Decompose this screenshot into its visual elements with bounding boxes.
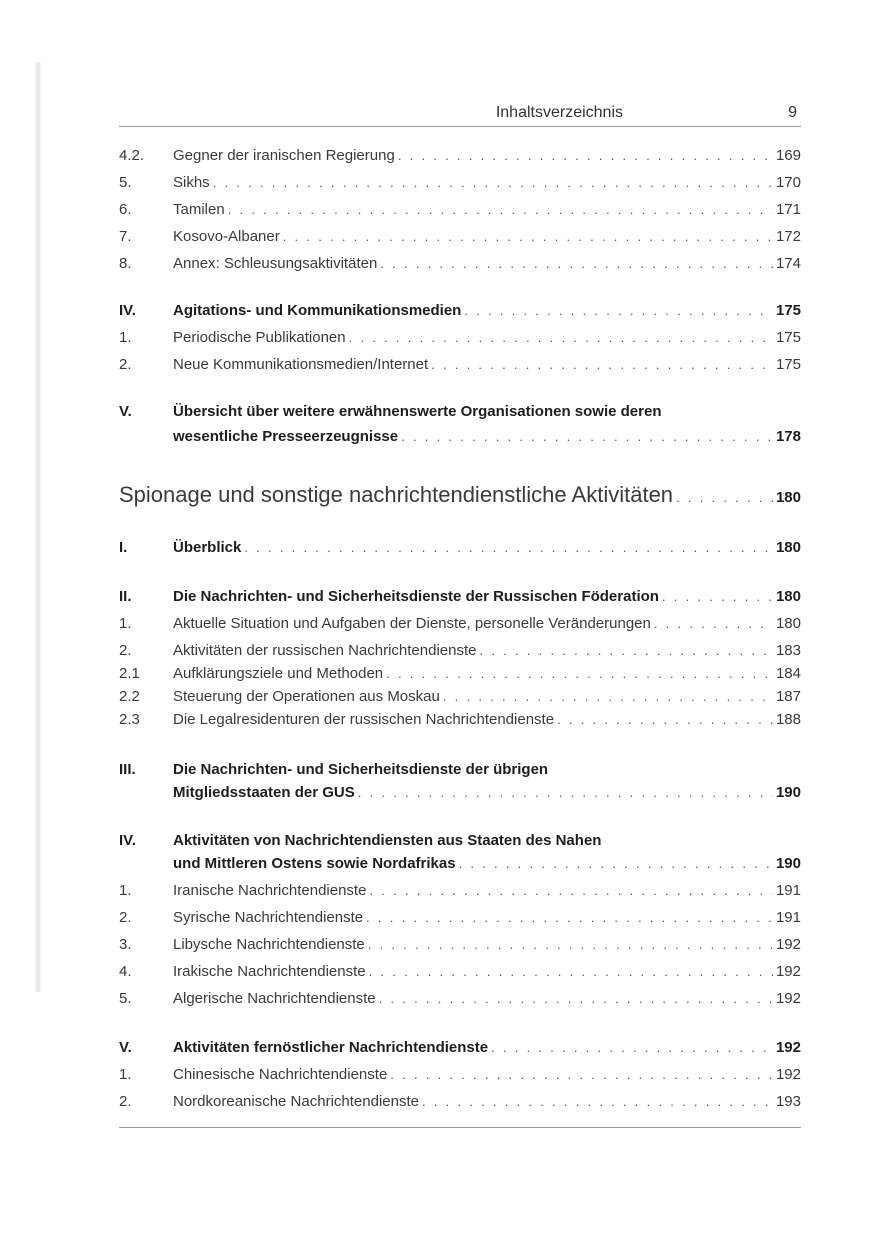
toc-entry (119, 145, 801, 167)
leader-dots (228, 199, 773, 221)
running-header-title: Inhaltsverzeichnis (495, 104, 623, 121)
toc-entry-number: 1. (119, 1066, 132, 1083)
toc-entry (119, 1091, 801, 1113)
toc-entry-page: 170 (775, 174, 801, 191)
toc-entry-title: Die Legalresidenturen der russischen Nachrichtendienste (173, 711, 555, 728)
toc-entry-page: 175 (775, 356, 801, 373)
toc-entry-title: Libysche Nachrichtendienste (173, 936, 365, 953)
toc-entry (119, 226, 801, 248)
leader-dots (491, 1037, 773, 1059)
toc-entry-title: Mitgliedsstaaten der GUS (173, 784, 355, 801)
toc-entry-number: 7. (119, 228, 132, 245)
toc-entry-title-line1: Die Nachrichten- und Sicherheitsdienste der übrigen (173, 761, 549, 778)
toc-entry-title: Aktuelle Situation und Aufgaben der Dienste, personelle Veränderungen (173, 615, 651, 632)
toc-entry-number: 6. (119, 201, 132, 218)
toc-entry-number: 2. (119, 356, 132, 373)
toc-entry-page: 172 (775, 228, 801, 245)
leader-dots (349, 327, 773, 349)
leader-dots (283, 226, 773, 248)
toc-entry-title: Aktivitäten der russischen Nachrichtendienste (173, 642, 477, 659)
toc-entry-number: III. (119, 761, 136, 778)
leader-dots (368, 934, 773, 956)
toc-entry-page: 192 (775, 990, 801, 1007)
toc-entry-page: 180 (775, 588, 801, 605)
toc-entry (119, 327, 801, 349)
toc-entry-number: 4.2. (119, 147, 145, 164)
toc-entry-page: 169 (775, 147, 801, 164)
toc-section-heading (119, 586, 801, 608)
toc-entry-number: V. (119, 1039, 132, 1056)
toc-section-heading (119, 853, 801, 875)
toc-entry-number: 8. (119, 255, 132, 272)
toc-entry-page: 175 (775, 329, 801, 346)
toc-entry (119, 961, 801, 983)
toc-entry-number: V. (119, 403, 132, 420)
toc-entry-title: Neue Kommunikationsmedien/Internet (173, 356, 429, 373)
toc-entry-page: 191 (775, 882, 801, 899)
toc-entry (119, 686, 801, 708)
toc-entry-page: 191 (775, 909, 801, 926)
toc-entry-number: 1. (119, 882, 132, 899)
leader-dots (358, 782, 773, 804)
toc-entry (119, 172, 801, 194)
footer-rule (119, 1127, 801, 1128)
toc-entry-page: 192 (775, 1039, 801, 1056)
chapter-title: Spionage und sonstige nachrichtendienstliche Aktivitäten (119, 482, 674, 507)
leader-dots (366, 907, 773, 929)
toc-section-heading (119, 300, 801, 322)
leader-dots (390, 1064, 773, 1086)
toc-section-heading-line1 (119, 759, 801, 781)
leader-dots (676, 490, 773, 505)
toc-entry (119, 709, 801, 731)
toc-entry-number: 2.3 (119, 711, 140, 728)
toc-entry-title: Gegner der iranischen Regierung (173, 147, 395, 164)
toc-entry-title: Sikhs (173, 174, 210, 191)
toc-entry (119, 663, 801, 685)
toc-entry-number: 2.2 (119, 688, 140, 705)
leader-dots (386, 663, 773, 685)
toc-entry-page: 192 (775, 963, 801, 980)
toc-chapter-heading (119, 482, 801, 512)
toc-entry-title-line1: Aktivitäten von Nachrichtendiensten aus Staaten des Nahen (173, 832, 602, 849)
toc-entry-number: 1. (119, 615, 132, 632)
toc-entry-page: 190 (775, 784, 801, 801)
toc-entry-title: wesentliche Presseerzeugnisse (173, 428, 399, 445)
leader-dots (401, 426, 773, 448)
leader-dots (443, 686, 773, 708)
toc-section-heading (119, 1037, 801, 1059)
toc-entry-number: 2. (119, 909, 132, 926)
toc-entry-page: 187 (775, 688, 801, 705)
toc-entry-number: I. (119, 539, 128, 556)
toc-section-heading (119, 782, 801, 804)
toc-entry-title: Steuerung der Operationen aus Moskau (173, 688, 440, 705)
leader-dots (662, 586, 773, 608)
toc-section-heading-line1 (119, 401, 801, 423)
toc-entry-title: Aktivitäten fernöstlicher Nachrichtendienste (173, 1039, 489, 1056)
toc-entry-number: II. (119, 588, 132, 605)
toc-entry (119, 199, 801, 221)
toc-entry-page: 175 (775, 302, 801, 319)
toc-entry (119, 354, 801, 376)
toc-entry-page: 188 (775, 711, 801, 728)
leader-dots (422, 1091, 773, 1113)
toc-entry-title: Syrische Nachrichtendienste (173, 909, 364, 926)
toc-entry-page: 171 (775, 201, 801, 218)
toc-entry-title: Algerische Nachrichtendienste (173, 990, 376, 1007)
leader-dots (213, 172, 773, 194)
toc-entry (119, 1064, 801, 1086)
toc-entry-title: Periodische Publikationen (173, 329, 346, 346)
toc-entry-page: 192 (775, 1066, 801, 1083)
toc-entry (119, 253, 801, 275)
toc-entry-page: 192 (775, 936, 801, 953)
toc-entry (119, 934, 801, 956)
toc-entry (119, 988, 801, 1010)
toc-entry-title: Nordkoreanische Nachrichtendienste (173, 1093, 419, 1110)
toc-entry-title: Agitations- und Kommunikationsmedien (173, 302, 462, 319)
page-number: 9 (788, 104, 797, 121)
chapter-page: 180 (775, 489, 801, 506)
leader-dots (379, 988, 773, 1010)
toc-entry-page: 178 (775, 428, 801, 445)
toc-entry-page: 183 (775, 642, 801, 659)
toc-entry (119, 880, 801, 902)
leader-dots (369, 880, 773, 902)
toc-entry-title: Die Nachrichten- und Sicherheitsdienste der Russischen Föderation (173, 588, 659, 605)
toc-entry-title: und Mittleren Ostens sowie Nordafrikas (173, 855, 456, 872)
toc-entry-page: 190 (775, 855, 801, 872)
leader-dots (398, 145, 773, 167)
toc-entry-number: 2. (119, 1093, 132, 1110)
leader-dots (654, 613, 773, 635)
toc-entry-number: IV. (119, 302, 136, 319)
leader-dots (464, 300, 773, 322)
toc-entry-page: 193 (775, 1093, 801, 1110)
toc-entry-title: Iranische Nachrichtendienste (173, 882, 367, 899)
toc-entry-title: Chinesische Nachrichtendienste (173, 1066, 388, 1083)
toc-entry-number: 1. (119, 329, 132, 346)
leader-dots (480, 640, 773, 662)
toc-entry-page: 174 (775, 255, 801, 272)
toc-entry-number: 2. (119, 642, 132, 659)
leader-dots (380, 253, 773, 275)
toc-entry-title: Aufklärungsziele und Methoden (173, 665, 384, 682)
toc-entry-number: 4. (119, 963, 132, 980)
toc-entry-title: Kosovo-Albaner (173, 228, 280, 245)
toc-entry (119, 613, 801, 635)
leader-dots (557, 709, 773, 731)
leader-dots (459, 853, 773, 875)
toc-entry-number: 2.1 (119, 665, 140, 682)
toc-section-heading-line1 (119, 830, 801, 852)
toc-entry-title: Annex: Schleusungsaktivitäten (173, 255, 378, 272)
toc-entry-number: 3. (119, 936, 132, 953)
toc-entry-page: 180 (775, 539, 801, 556)
toc-entry-page: 180 (775, 615, 801, 632)
toc-entry-title: Überblick (173, 539, 242, 556)
toc-entry-number: 5. (119, 990, 132, 1007)
toc-entry (119, 907, 801, 929)
toc-entry-page: 184 (775, 665, 801, 682)
toc-entry (119, 640, 801, 662)
toc-entry-number: IV. (119, 832, 136, 849)
toc-entry-title: Irakische Nachrichtendienste (173, 963, 366, 980)
leader-dots (244, 537, 773, 559)
leader-dots (431, 354, 773, 376)
toc-section-heading (119, 426, 801, 448)
toc-entry-number: 5. (119, 174, 132, 191)
leader-dots (369, 961, 773, 983)
toc-entry-title: Tamilen (173, 201, 225, 218)
toc-section-heading (119, 537, 801, 559)
toc-entry-title-line1: Übersicht über weitere erwähnenswerte Organisationen sowie deren (173, 403, 662, 420)
